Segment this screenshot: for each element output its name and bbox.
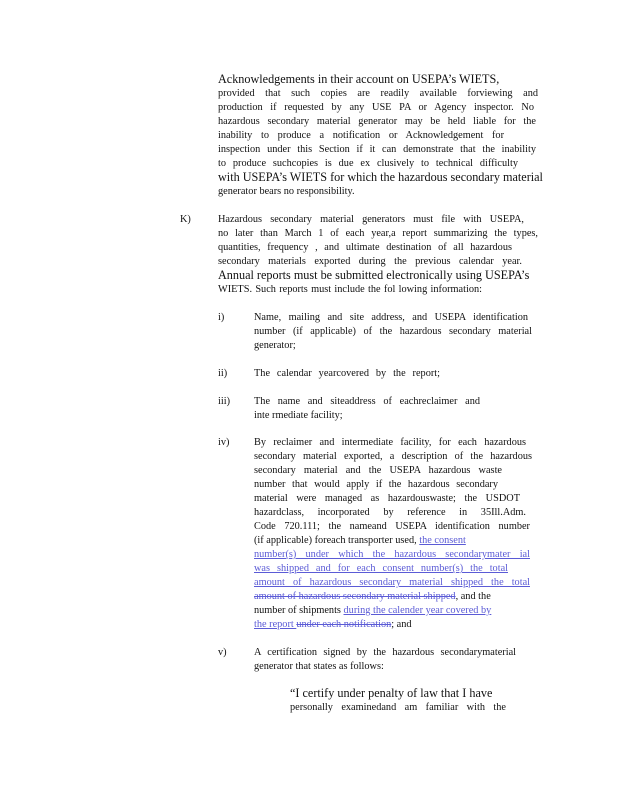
item-v-label: v) [218, 647, 227, 658]
item-iv-line: secondary material exported, a description of the hazardous [254, 451, 532, 462]
section-k-line: quantities, frequency , and ultimate destination of all hazardous [218, 242, 512, 253]
item-iii-line: inte rmediate facility; [254, 410, 343, 421]
item-iv-line-mixed [254, 604, 530, 618]
quote-line: personally examinedand am familiar with the [290, 702, 506, 713]
item-i-line: generator; [254, 340, 296, 351]
item-iii-line: The name and siteaddress of eachreclaimer and [254, 396, 480, 407]
item-v-line: generator that states as follows: [254, 661, 384, 672]
intro-line: with USEPA’s WIETS for which the hazardous secondary material [218, 170, 543, 184]
intro-line: production if requested by any USE PA or Agency inspector. No [218, 102, 534, 113]
item-iv-line-mixed [254, 618, 434, 632]
intro-line: provided that such copies are readily available forviewing and [218, 88, 538, 99]
inserted-text: amount of hazardous secondary material shipped the total [254, 577, 530, 588]
inserted-text: during the calender year covered by [343, 605, 492, 616]
item-iv-line: hazardclass, incorporated by reference in 35Ill.Adm. [254, 507, 526, 518]
item-iv-line: material were managed as hazardouswaste; the USDOT [254, 493, 520, 504]
item-iv-line: By reclaimer and intermediate facility, for each hazardous [254, 437, 526, 448]
intro-line: inability to produce a notification or Acknowledgement for [218, 130, 504, 141]
intro-line: Acknowledgements in their account on USEPA’s WIETS, [218, 72, 500, 86]
section-k-line: secondary materials exported during the previous calendar year. [218, 256, 522, 267]
inserted-text: the report [254, 619, 297, 630]
item-iii-label: iii) [218, 396, 231, 407]
item-ii-line: The calendar yearcovered by the report; [254, 368, 440, 379]
deleted-text: under each notification [296, 619, 392, 630]
section-k-line: no later than March 1 of each year,a report summarizing the types, [218, 228, 538, 239]
intro-line: generator bears no responsibility. [218, 186, 355, 197]
intro-line: hazardous secondary material generator may be held liable for the [218, 116, 536, 127]
item-i-line: number (if applicable) of the hazardous secondary material [254, 326, 532, 337]
inserted-text: the consent [419, 535, 466, 546]
item-iv-line: Code 720.111; the nameand USEPA identification number [254, 521, 530, 532]
inserted-text: number(s) under which the hazardous secondarymater ial [254, 549, 530, 560]
item-v-line: A certification signed by the hazardous secondarymaterial [254, 647, 516, 658]
intro-line: to produce suchcopies is due ex clusively to technical difficulty [218, 158, 518, 169]
deleted-text: amount of hazardous secondary material shipped [254, 591, 456, 602]
item-iv-line: number that would apply if the hazardous secondary [254, 479, 498, 490]
item-iv-label: iv) [218, 437, 230, 448]
item-ii-label: ii) [218, 368, 228, 379]
section-k-line: WIETS. Such reports must include the fol lowing information: [218, 284, 482, 295]
section-k-label: K) [180, 214, 191, 225]
item-iv-line: secondary material and the USEPA hazardous waste [254, 465, 502, 476]
section-k-line: Annual reports must be submitted electronically using USEPA’s [218, 268, 530, 282]
item-iv-line-mixed [254, 534, 494, 548]
item-i-line: Name, mailing and site address, and USEPA identification [254, 312, 528, 323]
quote-line: “I certify under penalty of law that I have [290, 686, 493, 700]
plain-text: , and the [455, 591, 491, 602]
plain-text: (if applicable) foreach transporter used, [254, 535, 420, 546]
plain-text: ; and [391, 619, 412, 630]
intro-line: inspection under this Section if it can demonstrate that the inability [218, 144, 536, 155]
item-i-label: i) [218, 312, 225, 323]
item-iv-line-mixed [254, 590, 530, 604]
section-k-line: Hazardous secondary material generators must file with USEPA, [218, 214, 524, 225]
plain-text: number of shipments [254, 605, 344, 616]
inserted-text: was shipped and for each consent number(s) the total [254, 563, 508, 574]
